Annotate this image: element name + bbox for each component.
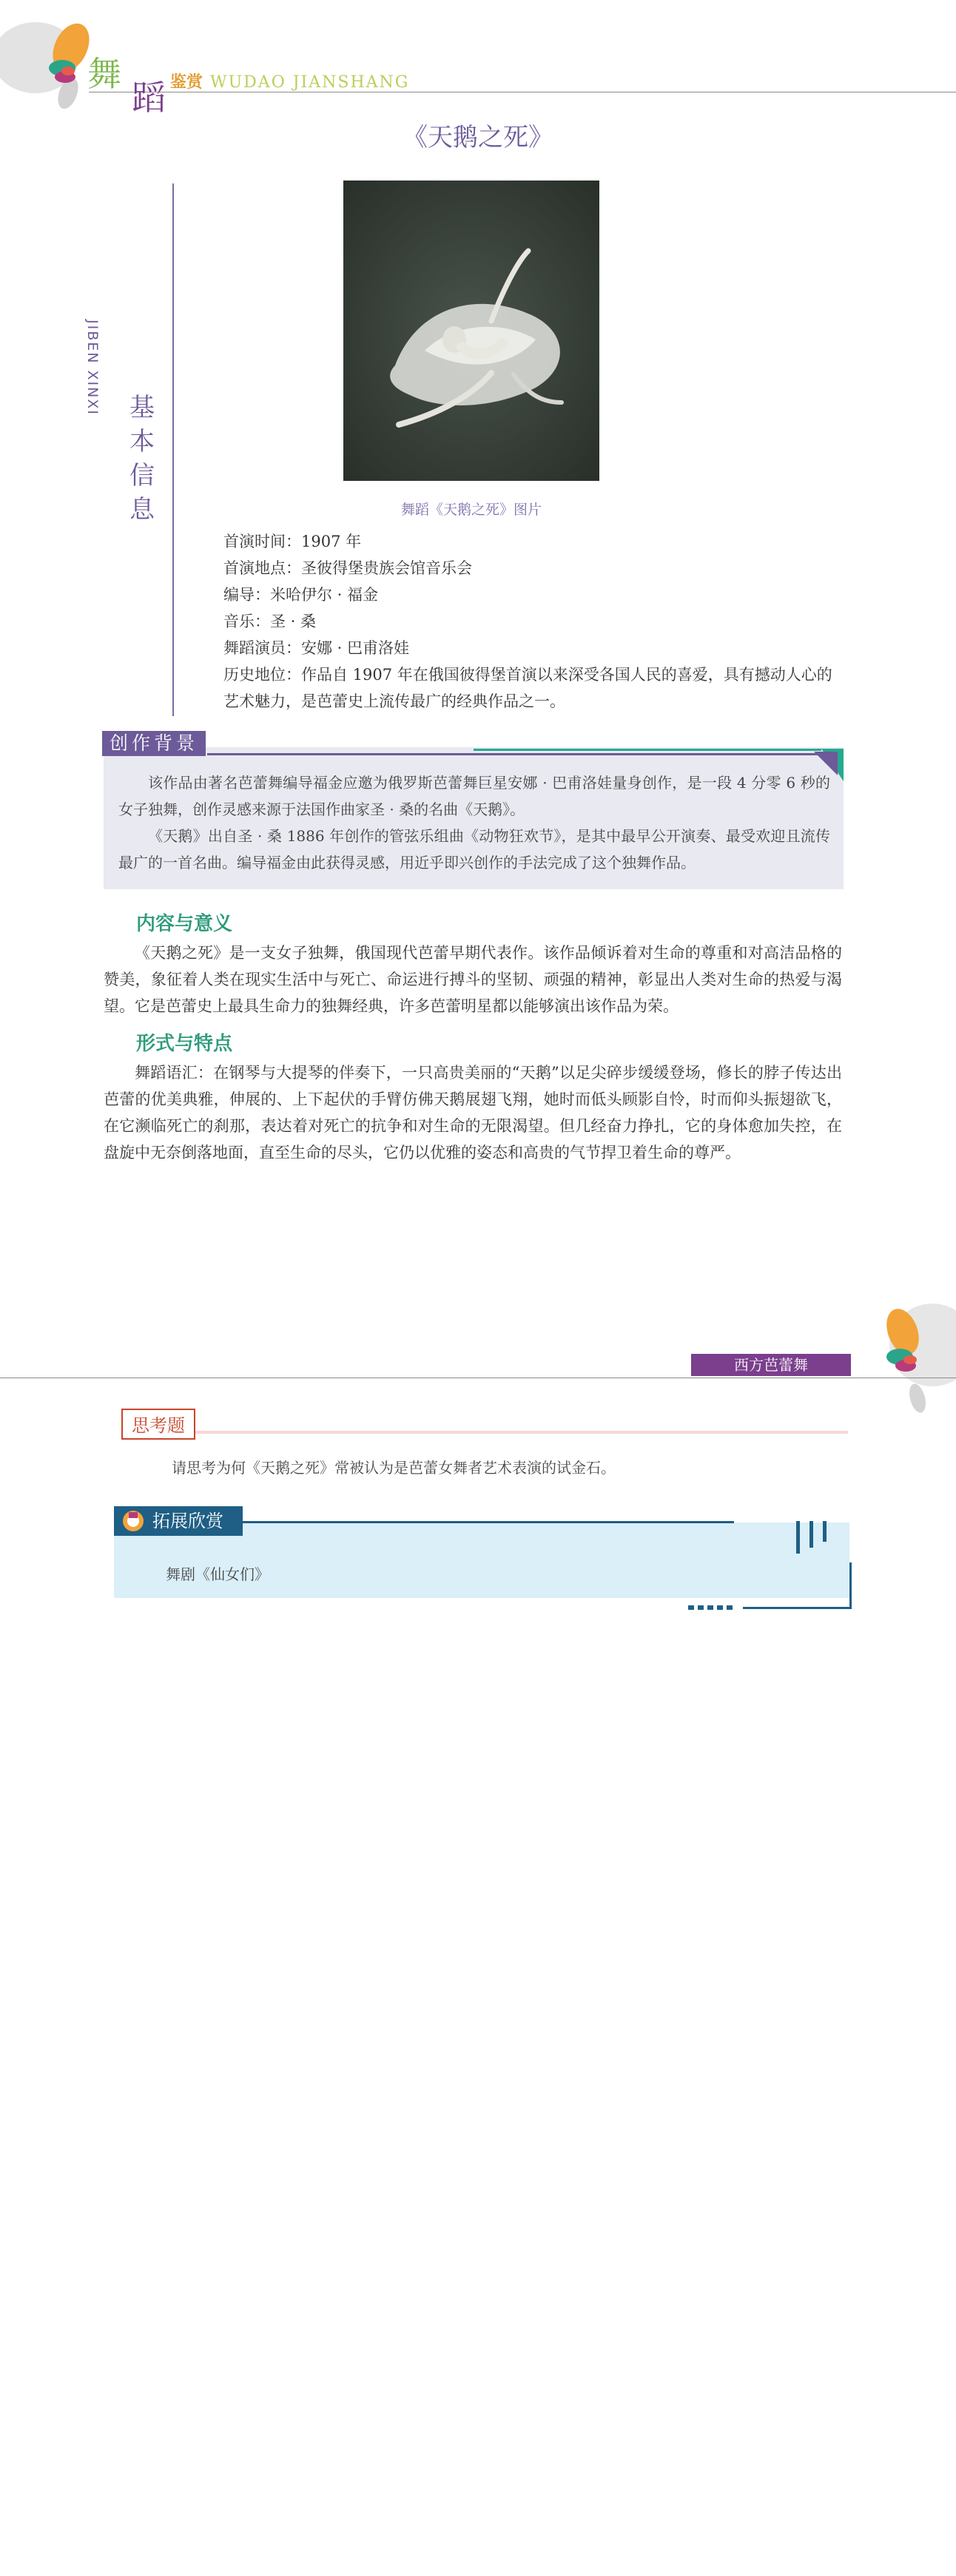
info-choreographer: 编导：米哈伊尔 · 福金 xyxy=(223,586,379,604)
header-char-wu: 舞 xyxy=(87,54,121,94)
extension-right-rule xyxy=(849,1562,852,1608)
section-tag: 西方芭蕾舞 xyxy=(691,1354,851,1376)
info-history-text: 历史地位：作品自 1907 年在俄国彼得堡首演以来深受各国人民的喜爱，具有撼动人心的艺术魅力，是芭蕾史上流传最广的经典作品之一。 xyxy=(223,666,832,710)
info-premiere-venue: 首演地点：圣彼得堡贵族会馆音乐会 xyxy=(223,559,472,577)
side-char: 基 xyxy=(129,393,155,422)
info-dancer: 舞蹈演员：安娜 · 巴甫洛娃 xyxy=(223,639,410,657)
flower-decoration-icon xyxy=(866,1274,956,1429)
extension-item: 舞剧《仙女们》 xyxy=(166,1565,269,1583)
creation-background-rule xyxy=(207,753,823,755)
content-meaning-heading: 内容与意义 xyxy=(136,913,233,935)
basic-info-divider xyxy=(172,183,174,716)
extension-bottom-rule xyxy=(743,1607,852,1609)
form-features-text xyxy=(104,1059,842,1166)
form-features-heading: 形式与特点 xyxy=(136,1033,233,1055)
creation-background-paragraph: 该作品由著名芭蕾舞编导福金应邀为俄罗斯芭蕾舞巨星安娜 · 巴甫洛娃量身创作，是一段 4 分零 6 秒的女子独舞，创作灵感来源于法国作曲家圣 · 桑的名曲《天鹅》。 xyxy=(118,774,830,818)
side-char: 息 xyxy=(129,495,155,525)
think-question: 请思考为何《天鹅之死》常被认为是芭蕾女舞者艺术表演的试金石。 xyxy=(172,1459,616,1477)
photo-caption: 舞蹈《天鹅之死》图片 xyxy=(400,502,542,518)
header-subtitle-cn: 鉴赏 xyxy=(170,73,203,92)
decorative-dots-icon xyxy=(688,1604,733,1611)
dancer-photo xyxy=(343,181,599,481)
creation-background-paragraph: 《天鹅》出自圣 · 桑 1886 年创作的管弦乐组曲《动物狂欢节》，是其中最早公开演奏、最受欢迎且流传最广的一首名曲。编导福金由此获得灵感，用近乎即兴创作的手法完成了这个独舞作品。 xyxy=(118,827,830,871)
header-char-dao: 蹈 xyxy=(132,78,166,118)
side-char: 本 xyxy=(129,427,155,456)
extension-rule xyxy=(243,1521,734,1523)
think-label: 思考题 xyxy=(121,1409,195,1440)
form-features-paragraph: 舞蹈语汇：在钢琴与大提琴的伴奏下，一只高贵美丽的“天鹅”以足尖碎步缓缓登场，修长的脖子传达出芭蕾的优美典雅，伸展的、上下起伏的手臂仿佛天鹅展翅飞翔，她时而低头顾影自怜，时而仰头振翅欲飞，在它濒临死亡的刹那，表达着对死亡的抗争和对生命的无限渴望。但几经奋力挣扎，它的身体愈加失控，在盘旋中无奈倒落地面，直至生命的尽头，它仍以优雅的姿态和高贵的气节捍卫着生命的尊严。 xyxy=(104,1064,842,1161)
header-subtitle-en: WUDAO JIANSHANG xyxy=(210,73,410,92)
creation-background-rule-accent xyxy=(474,749,821,751)
side-char: 信 xyxy=(129,461,155,490)
think-rule xyxy=(195,1431,848,1434)
extension-icon xyxy=(118,1506,148,1536)
extension-label: 拓展欣赏 xyxy=(114,1506,243,1536)
creation-background-label: 创作背景 xyxy=(102,731,206,756)
info-music: 音乐：圣 · 桑 xyxy=(223,613,317,630)
page-title: 《天鹅之死》 xyxy=(403,123,553,152)
creation-background-text xyxy=(118,769,830,876)
decorative-bars-icon xyxy=(795,1521,832,1554)
content-meaning-paragraph: 《天鹅之死》是一支女子独舞，俄国现代芭蕾早期代表作。该作品倾诉着对生命的尊重和对高洁品格的赞美，象征着人类在现实生活中与死亡、命运进行搏斗的坚韧、顽强的精神，彰显出人类对生命的热爱与渴望。它是芭蕾史上最具生命力的独舞经典，许多芭蕾明星都以能够演出该作品为荣。 xyxy=(104,944,842,1015)
info-premiere-time: 首演时间：1907 年 xyxy=(223,533,362,550)
info-history xyxy=(223,661,844,715)
basic-info-side-label-cn xyxy=(127,391,157,527)
content-meaning-text xyxy=(104,940,842,1019)
header-subtitle xyxy=(170,70,409,92)
basic-info-list xyxy=(223,528,844,715)
basic-info-side-label-en: JIBEN XINXI xyxy=(84,320,101,416)
